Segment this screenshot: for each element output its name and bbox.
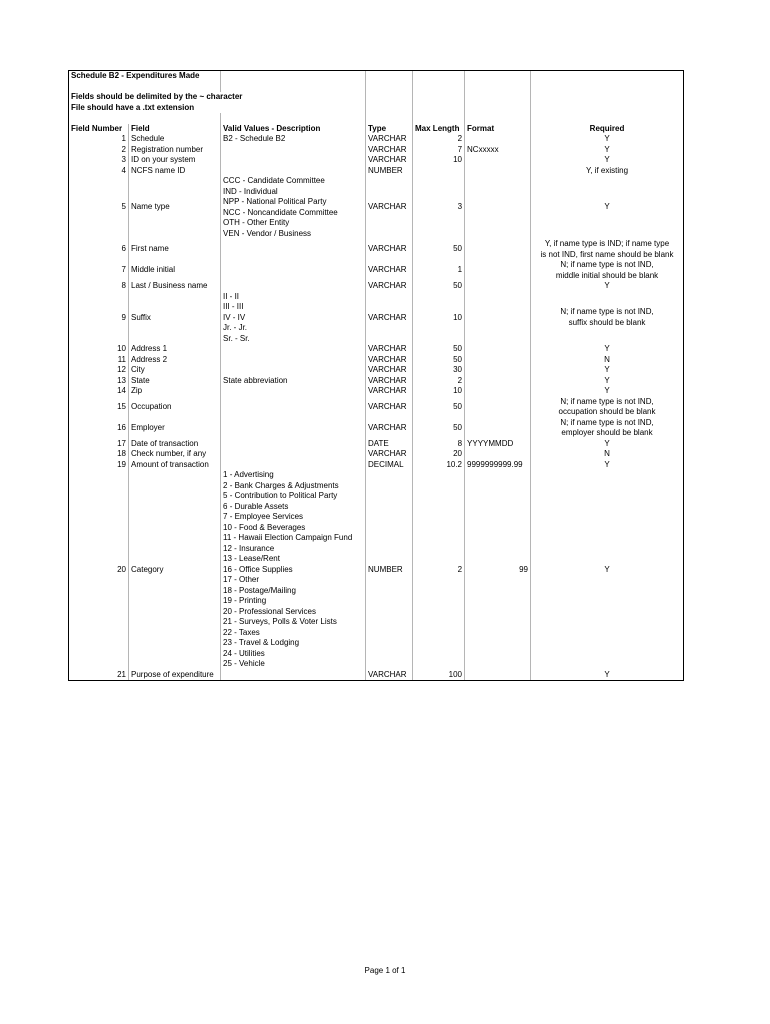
format-cell [465,418,531,439]
required-cell-line: Y [604,386,610,395]
valid-values-cell-line: 22 - Taxes [223,627,260,637]
type-cell: VARCHAR [366,155,413,166]
type-cell: DATE [366,439,413,450]
table-row [69,397,684,418]
required-cell-line: Y [604,134,610,143]
page-footer: Page 1 of 1 [364,966,406,975]
type-cell: VARCHAR [366,376,413,387]
valid-values-cell-line: 6 - Durable Assets [223,501,289,511]
field-name-cell: Occupation [129,397,221,418]
required-cell-line: is not IND, first name should be blank [540,249,674,259]
header-field-number: Field Number [69,124,129,135]
type-cell: VARCHAR [366,397,413,418]
type-cell: VARCHAR [366,292,413,345]
table-row [69,418,684,439]
field-number-cell: 17 [69,439,129,450]
valid-values-cell [221,418,366,439]
required-cell [531,145,684,156]
valid-values-cell-line: 13 - Lease/Rent [223,554,280,563]
format-cell [465,344,531,355]
max-length-cell: 7 [413,145,465,156]
valid-values-cell [221,365,366,376]
field-name-cell: Zip [129,386,221,397]
required-cell-line: Y [604,438,610,448]
required-cell-line: N [604,449,610,458]
field-number-cell: 6 [69,239,129,260]
valid-values-cell-line: 18 - Postage/Mailing [223,585,296,595]
delimiter-note: Fields should be delimited by the ~ character [69,92,366,103]
max-length-cell: 2 [413,134,465,145]
required-cell [531,470,684,670]
valid-values-cell-line: 11 - Hawaii Election Campaign Fund [223,533,353,542]
type-cell: VARCHAR [366,355,413,366]
max-length-cell: 100 [413,670,465,681]
note-row [69,103,684,114]
valid-values-cell-line: NPP - National Political Party [223,197,327,206]
valid-values-cell-line: Sr. - Sr. [223,333,250,343]
required-cell-line: occupation should be blank [558,407,656,416]
max-length-cell: 10 [413,155,465,166]
required-cell-line: N; if name type is not IND, [560,260,654,269]
type-cell: VARCHAR [366,239,413,260]
field-number-cell: 7 [69,260,129,281]
valid-values-cell-line: 12 - Insurance [223,543,275,553]
field-number-cell: 20 [69,470,129,670]
field-name-cell: Purpose of expenditure [129,670,221,681]
valid-values-cell-line: 2 - Bank Charges & Adjustments [223,480,339,490]
table-row [69,460,684,471]
extension-note: File should have a .txt extension [69,103,366,114]
note-row [69,92,684,103]
required-cell-line: N; if name type is not IND, [560,396,654,406]
field-number-cell: 8 [69,281,129,292]
max-length-cell: 50 [413,344,465,355]
field-name-cell: State [129,376,221,387]
valid-values-cell-line: OTH - Other Entity [223,218,290,227]
type-cell: VARCHAR [366,281,413,292]
valid-values-cell [221,386,366,397]
field-name-cell: Middle initial [129,260,221,281]
field-number-cell: 12 [69,365,129,376]
required-cell [531,260,684,281]
header-max-length: Max Length [413,124,465,135]
format-cell: NCxxxxx [465,145,531,156]
type-cell: VARCHAR [366,145,413,156]
valid-values-cell-line: Jr. - Jr. [223,323,248,332]
required-cell-line: Y [604,144,610,154]
valid-values-cell [221,439,366,450]
type-cell: VARCHAR [366,386,413,397]
required-cell [531,344,684,355]
type-cell: VARCHAR [366,418,413,439]
required-cell [531,355,684,366]
format-cell [465,449,531,460]
max-length-cell: 8 [413,439,465,450]
field-number-cell: 4 [69,166,129,177]
spreadsheet [68,70,683,681]
valid-values-cell [221,260,366,281]
table-row [69,439,684,450]
max-length-cell: 50 [413,418,465,439]
field-number-cell: 9 [69,292,129,345]
valid-values-cell-line: IND - Individual [223,186,278,196]
valid-values-cell-line: 17 - Other [223,575,260,584]
required-cell-line: Y [604,375,610,385]
format-cell [465,355,531,366]
table-row [69,365,684,376]
table-row [69,281,684,292]
valid-values-cell [221,155,366,166]
max-length-cell: 10 [413,292,465,345]
valid-values-cell [221,376,366,387]
required-cell [531,418,684,439]
required-cell [531,386,684,397]
field-name-cell: Category [129,470,221,670]
table-row [69,155,684,166]
header-field: Field [129,124,221,135]
required-cell-line: Y [604,459,610,469]
table-row [69,176,684,239]
valid-values-cell [221,670,366,681]
field-number-cell: 13 [69,376,129,387]
valid-values-cell-line: State abbreviation [223,375,288,385]
type-cell: VARCHAR [366,260,413,281]
table-row [69,386,684,397]
max-length-cell: 50 [413,239,465,260]
field-name-cell: NCFS name ID [129,166,221,177]
header-type: Type [366,124,413,135]
max-length-cell: 3 [413,176,465,239]
required-cell [531,239,684,260]
format-cell [465,365,531,376]
field-name-cell: City [129,365,221,376]
type-cell: NUMBER [366,166,413,177]
field-number-cell: 14 [69,386,129,397]
required-cell-line: Y, if name type is IND; if name type [544,239,670,248]
required-cell-line: suffix should be blank [568,317,646,327]
required-cell-line: N; if name type is not IND, [560,307,654,317]
table-row [69,344,684,355]
required-cell-line: Y [604,344,610,353]
valid-values-cell-line: 7 - Employee Services [223,512,304,521]
valid-values-cell [221,397,366,418]
max-length-cell: 20 [413,449,465,460]
required-cell [531,281,684,292]
max-length-cell [413,166,465,177]
valid-values-cell [221,166,366,177]
required-cell [531,292,684,345]
field-name-cell: Address 1 [129,344,221,355]
field-name-cell: Last / Business name [129,281,221,292]
required-cell [531,460,684,471]
field-number-cell: 5 [69,176,129,239]
format-cell [465,239,531,260]
type-cell: VARCHAR [366,365,413,376]
max-length-cell: 2 [413,376,465,387]
field-name-cell: Suffix [129,292,221,345]
valid-values-cell [221,449,366,460]
format-cell [465,281,531,292]
valid-values-cell-line: 16 - Office Supplies [223,564,293,574]
table-row [69,355,684,366]
valid-values-cell [221,344,366,355]
max-length-cell: 10 [413,386,465,397]
valid-values-cell-line: 5 - Contribution to Political Party [223,491,338,500]
format-cell [465,176,531,239]
valid-values-cell [221,292,366,345]
valid-values-cell-line: CCC - Candidate Committee [223,176,325,185]
required-cell-line: Y [604,202,610,212]
required-cell [531,166,684,177]
title-row [69,71,684,82]
valid-values-cell [221,239,366,260]
required-cell-line: Y [604,564,610,574]
field-number-cell: 18 [69,449,129,460]
required-cell-line: middle initial should be blank [555,270,659,280]
valid-values-cell-line: II - II [223,291,240,301]
format-cell [465,260,531,281]
type-cell: VARCHAR [366,670,413,681]
valid-values-cell-line: 10 - Food & Beverages [223,522,306,532]
field-number-cell: 11 [69,355,129,366]
field-number-cell: 2 [69,145,129,156]
field-name-cell: Employer [129,418,221,439]
table-row [69,166,684,177]
required-cell [531,365,684,376]
required-cell-line: Y [604,669,610,679]
valid-values-cell-line: VEN - Vendor / Business [223,228,312,238]
format-cell [465,292,531,345]
max-length-cell: 2 [413,470,465,670]
required-cell [531,176,684,239]
format-cell [465,397,531,418]
header-valid-values: Valid Values - Description [221,124,366,135]
table-row [69,670,684,681]
format-cell [465,386,531,397]
table-row [69,470,684,670]
required-cell [531,439,684,450]
table-row [69,376,684,387]
field-name-cell: Amount of transaction [129,460,221,471]
table-row [69,134,684,145]
format-cell [465,670,531,681]
required-cell [531,134,684,145]
format-cell [465,166,531,177]
header-row [69,124,684,135]
max-length-cell: 30 [413,365,465,376]
field-spec-table [68,70,684,681]
table-row [69,145,684,156]
required-cell-line: Y [604,155,610,164]
required-cell-line: Y [604,365,610,374]
max-length-cell: 1 [413,260,465,281]
field-name-cell: Date of transaction [129,439,221,450]
max-length-cell: 50 [413,397,465,418]
required-cell [531,376,684,387]
type-cell: VARCHAR [366,176,413,239]
field-name-cell: ID on your system [129,155,221,166]
valid-values-cell-line: 25 - Vehicle [223,659,265,668]
field-number-cell: 21 [69,670,129,681]
valid-values-cell-line: NCC - Noncandidate Committee [223,207,338,217]
table-row [69,260,684,281]
valid-values-cell-line: III - III [223,302,244,311]
required-cell-line: employer should be blank [561,428,653,437]
table-row [69,292,684,345]
required-cell [531,397,684,418]
valid-values-cell-line: 21 - Surveys, Polls & Voter Lists [223,617,337,626]
field-name-cell: Registration number [129,145,221,156]
format-cell: 99 [465,470,531,670]
type-cell: DECIMAL [366,460,413,471]
format-cell: 9999999999.99 [465,460,531,471]
field-number-cell: 10 [69,344,129,355]
field-name-cell: Address 2 [129,355,221,366]
field-name-cell: Check number, if any [129,449,221,460]
valid-values-cell-line: 23 - Travel & Lodging [223,638,300,647]
field-number-cell: 3 [69,155,129,166]
valid-values-cell [221,176,366,239]
valid-values-cell [221,145,366,156]
format-cell [465,134,531,145]
field-number-cell: 15 [69,397,129,418]
max-length-cell: 10.2 [413,460,465,471]
valid-values-cell-line: 19 - Printing [223,596,267,605]
format-cell: YYYYMMDD [465,439,531,450]
required-cell [531,670,684,681]
valid-values-cell [221,460,366,471]
valid-values-cell-line: 1 - Advertising [223,470,274,479]
header-format: Format [465,124,531,135]
type-cell: NUMBER [366,470,413,670]
required-cell [531,155,684,166]
required-cell-line: Y [604,281,610,290]
valid-values-cell-line: 20 - Professional Services [223,606,316,616]
required-cell [531,449,684,460]
valid-values-cell-line: 24 - Utilities [223,648,265,658]
field-name-cell: Schedule [129,134,221,145]
valid-values-cell-line: IV - IV [223,312,246,322]
header-required: Required [531,124,684,135]
table-row [69,449,684,460]
field-name-cell: Name type [129,176,221,239]
valid-values-cell-line: B2 - Schedule B2 [223,134,286,143]
required-cell-line: Y, if existing [585,165,629,175]
format-cell [465,376,531,387]
field-number-cell: 19 [69,460,129,471]
type-cell: VARCHAR [366,344,413,355]
format-cell [465,155,531,166]
field-name-cell: First name [129,239,221,260]
valid-values-cell [221,355,366,366]
type-cell: VARCHAR [366,134,413,145]
required-cell-line: N; if name type is not IND, [560,417,654,427]
max-length-cell: 50 [413,355,465,366]
max-length-cell: 50 [413,281,465,292]
required-cell-line: N [604,354,610,364]
valid-values-cell [221,281,366,292]
table-row [69,239,684,260]
valid-values-cell [221,134,366,145]
valid-values-cell [221,470,366,670]
type-cell: VARCHAR [366,449,413,460]
field-number-cell: 1 [69,134,129,145]
schedule-title: Schedule B2 - Expenditures Made [69,71,221,82]
field-number-cell: 16 [69,418,129,439]
